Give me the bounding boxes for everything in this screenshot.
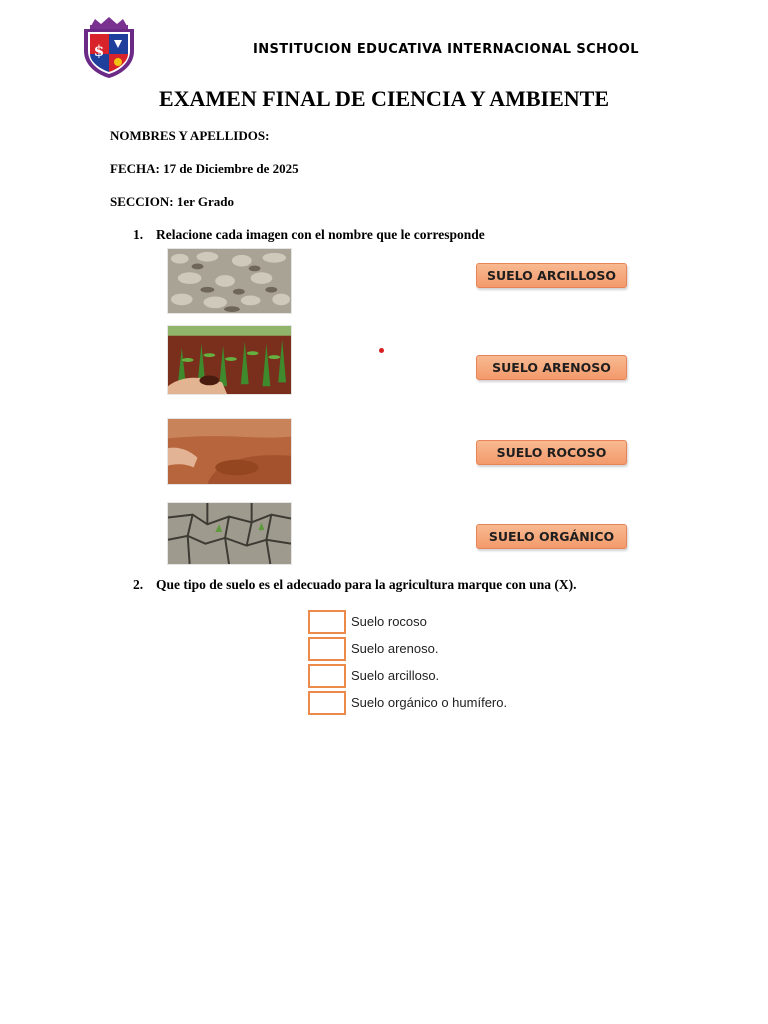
question-2-number: 2. bbox=[133, 577, 144, 592]
option-label: Suelo arcilloso. bbox=[351, 668, 440, 683]
option-label: Suelo rocoso bbox=[351, 614, 427, 629]
rocky-soil-image bbox=[167, 248, 292, 314]
question-2-text: Que tipo de suelo es el adecuado para la agricultura marque con una (X). bbox=[156, 577, 577, 592]
question-1 bbox=[133, 227, 485, 243]
label-suelo-rocoso[interactable]: SUELO ROCOSO bbox=[476, 440, 627, 465]
stray-red-dot bbox=[379, 348, 384, 353]
crop-field-image bbox=[167, 325, 292, 395]
cracked-dry-soil-image bbox=[167, 502, 292, 565]
exam-title: EXAMEN FINAL DE CIENCIA Y AMBIENTE bbox=[158, 86, 610, 111]
question-1-text: Relacione cada imagen con el nombre que le corresponde bbox=[156, 227, 485, 242]
label-suelo-arenoso[interactable]: SUELO ARENOSO bbox=[476, 355, 627, 380]
school-name: INSTITUCION EDUCATIVA INTERNACIONAL SCHOOL bbox=[253, 42, 639, 57]
school-crest-logo bbox=[80, 16, 138, 80]
checkbox[interactable] bbox=[308, 637, 346, 661]
label-suelo-organico[interactable]: SUELO ORGÁNICO bbox=[476, 524, 627, 549]
section-field-label: SECCION: 1er Grado bbox=[110, 194, 234, 209]
checkbox[interactable] bbox=[308, 691, 346, 715]
question-1-number: 1. bbox=[133, 227, 144, 242]
option-label: Suelo orgánico o humífero. bbox=[351, 695, 508, 710]
checkbox[interactable] bbox=[308, 610, 346, 634]
svg-text:$: $ bbox=[93, 42, 105, 60]
option-label: Suelo arenoso. bbox=[351, 641, 439, 656]
date-field-label: FECHA: 17 de Diciembre de 2025 bbox=[110, 161, 299, 176]
checkbox[interactable] bbox=[308, 664, 346, 688]
names-field-label: NOMBRES Y APELLIDOS: bbox=[110, 128, 270, 143]
label-suelo-arcilloso[interactable]: SUELO ARCILLOSO bbox=[476, 263, 627, 288]
question-2 bbox=[133, 577, 577, 593]
clay-soil-image bbox=[167, 418, 292, 485]
